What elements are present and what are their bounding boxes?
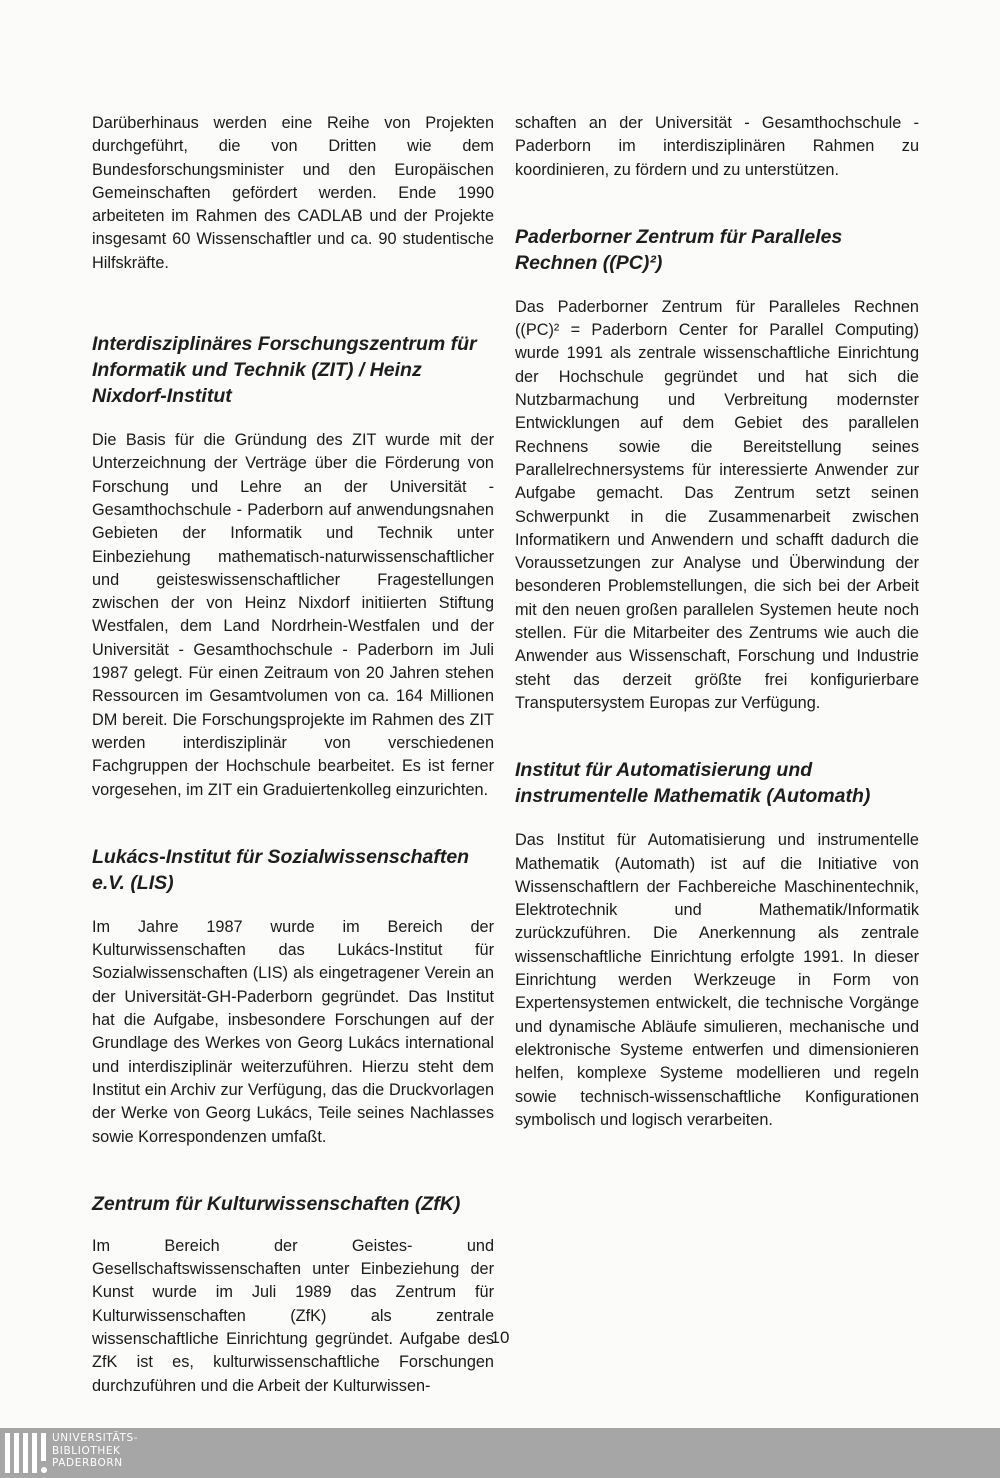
zfk-paragraph: Im Bereich der Geistes- und Gesellschaftswissenschaften unter Einbeziehung der Kunst wurde im Juli 1989 das Zentrum für Kulturwissenschaften (ZfK) als zentrale wissenschaftliche Einrichtung gegründet. Aufgabe des ZfK ist es, kulturwissenschaftliche Forschungen durchzuführen und die Arbeit der Kulturwissen- (92, 1236, 494, 1395)
continuation-paragraph: schaften an der Universität - Gesamthochschule - Paderborn im interdisziplinären Rahmen zu koordinieren, zu fördern und zu unterstützen. (515, 114, 919, 179)
library-name (52, 1432, 138, 1470)
automath-heading: Institut für Automatisierung und instrumentelle Mathematik (Automath) (515, 759, 871, 808)
library-footer-bar (0, 1428, 1000, 1478)
lis-heading: Lukács-Institut für Sozialwissenschaften e.V. (LIS) (92, 845, 470, 894)
page-number: 10 (490, 1328, 510, 1347)
intro-paragraph: Darüberhinaus werden eine Reihe von Projekten durchgeführt, die von Dritten wie dem Bundesforschungsminister und den Europäischen Gemeinschaften gefördert werden. Ende 1990 arbeiteten im Rahmen des CADLAB und der Projekte insgesamt 60 Wissenschaftler und ca. 90 studentische Hilfskräfte. (92, 114, 494, 272)
pc2-paragraph: Das Paderborner Zentrum für Paralleles Rechnen ((PC)² = Paderborn Center for Parallel Computing) wurde 1991 als zentrale wissenschaftliche Einrichtung der Hochschule gegründet und hat sich die Nutzbarmachung und Verbreitung modernster Entwicklungen auf dem Gebiet des parallelen Rechnens sowie die Bereitstellung seines Parallelrechnersystems für interessierte Anwender zur Aufgabe gemacht. Das Zentrum setzt seinen Schwerpunkt in die Zusammenarbeit zwischen Informatikern und Anwendern und schafft dadurch die Voraussetzungen zur Analyse und Überwindung der besonderen Problemstellungen, die sich bei der Arbeit mit den neuen großen parallelen Systemen heute noch stellen. Für die Mitarbeiter des Zentrums wie auch die Anwender aus Wissenschaft, Forschung und Industrie steht das derzeit größte frei konfigurierbare Transputersystem Europas zur Verfügung. (515, 297, 919, 712)
library-name-line1: UNIVERSITÄTS- (52, 1432, 139, 1444)
zfk-heading: Zentrum für Kulturwissenschaften (ZfK) (92, 1192, 461, 1215)
lis-paragraph: Im Jahre 1987 wurde im Bereich der Kulturwissenschaften das Lukács-Institut für Sozialwissenschaften (LIS) als eingetragener Verein an der Universität-GH-Paderborn gegründet. Das Institut hat die Aufgabe, insbesondere Forschungen auf der Grundlage des Werkes von Georg Lukács international und interdisziplinär weiterzuführen. Hierzu steht dem Institut ein Archiv zur Verfügung, das die Druckvorlagen der Werke von Georg Lukács, Teile seines Nachlasses sowie Korrespondenzen umfaßt. (92, 917, 494, 1146)
library-name-line3: PADERBORN (52, 1457, 123, 1469)
zit-heading: Interdisziplinäres Forschungszentrum für Informatik und Technik (ZIT) / Heinz Nixdorf-Institut (92, 333, 477, 408)
zit-paragraph: Die Basis für die Gründung des ZIT wurde mit der Unterzeichnung der Verträge über die Förderung von Forschung und Lehre an der Universität - Gesamthochschule - Paderborn auf anwendungsnahen Gebieten der Informatik und Technik unter Einbeziehung mathematisch-naturwissenschaftlicher und geisteswissenschaftlicher Fragestellungen zwischen der von Heinz Nixdorf initiierten Stiftung Westfalen, dem Land Nordrhein-Westfalen und der Universität - Gesamthochschule - Paderborn im Juli 1987 gelegt. Für einen Zeitraum von 20 Jahren stehen Ressourcen im Gesamtvolumen von ca. 164 Millionen DM bereit. Die Forschungsprojekte im Rahmen des ZIT werden interdisziplinär von verschiedenen Fachgruppen der Hochschule bearbeitet. Es ist ferner vorgesehen, im ZIT ein Graduiertenkolleg einzurichten. (92, 431, 494, 799)
left-column (92, 112, 494, 1398)
library-name-line2: BIBLIOTHEK (52, 1444, 121, 1457)
right-column (515, 112, 919, 1132)
automath-paragraph: Das Institut für Automatisierung und instrumentelle Mathematik (Automath) ist auf die Initiative von Wissenschaftlern der Fachbereiche Maschinentechnik, Elektrotechnik und Mathematik/Informatik zurückzuführen. Die Anerkennung als zentrale wissenschaftliche Einrichtung erfolgte 1991. In dieser Einrichtung werden Werkzeuge in Form von Expertensystemen entwickelt, die technische Vorgänge und dynamische Abläufe simulieren, mechanische und elektronische Systeme entwerfen und dimensionieren helfen, komplexe Systeme modellieren und regeln sowie technisch-wissenschaftliche Konfigurationen symbolisch und logisch verarbeiten. (515, 831, 919, 1129)
pc2-heading: Paderborner Zentrum für Paralleles Rechnen ((PC)²) (515, 225, 843, 274)
